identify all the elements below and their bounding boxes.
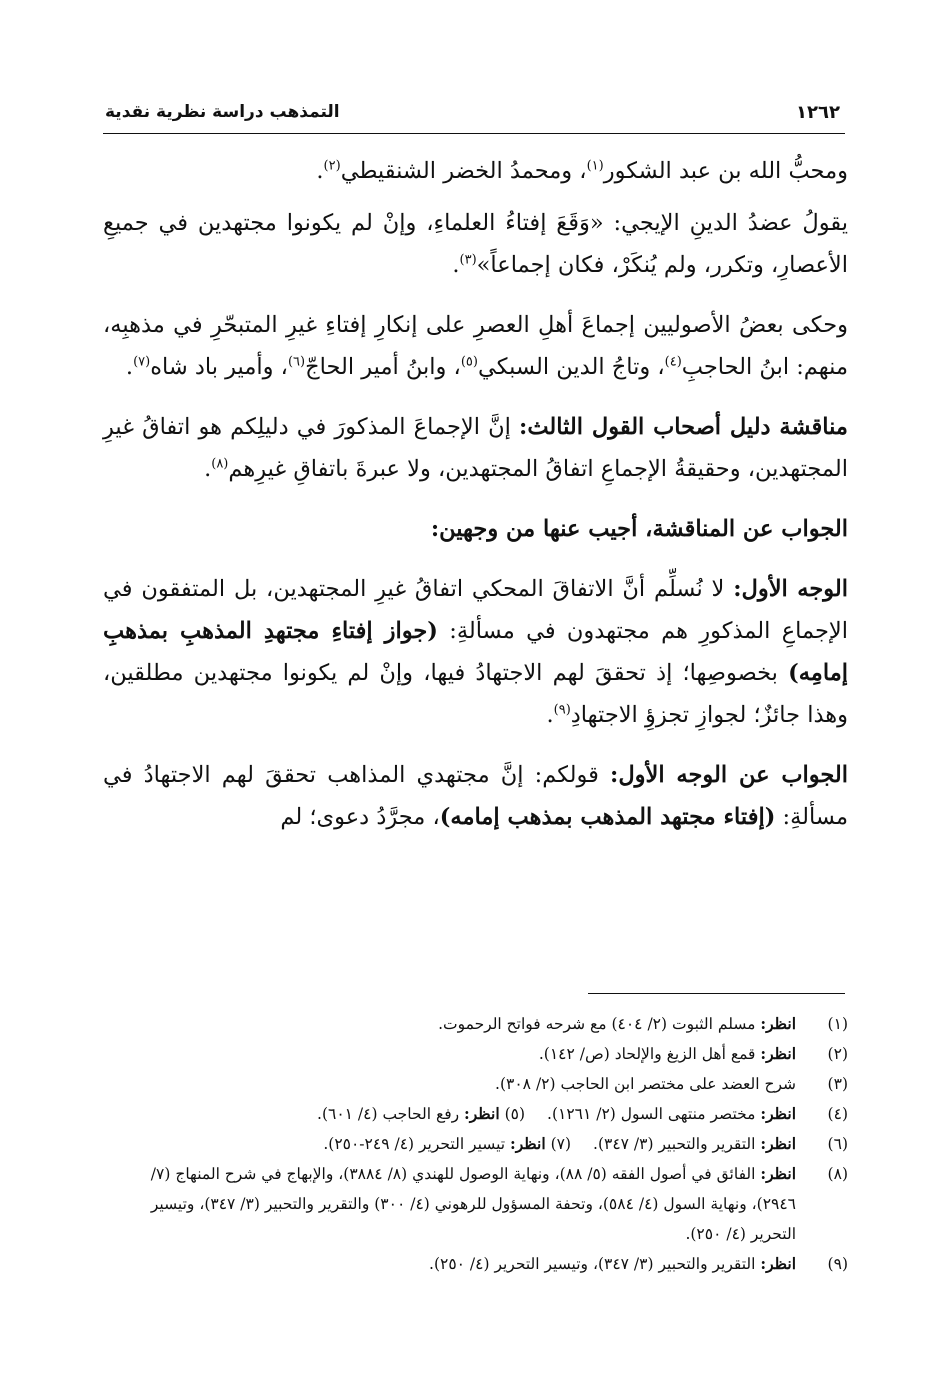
footnote-text: مسلم الثبوت (٢/ ٤٠٤) مع شرحه فواتح الرحموت. <box>438 1015 761 1033</box>
text: . <box>204 456 212 482</box>
footnotes <box>103 1009 848 1279</box>
bold-phrase: (جواز إفتاءِ مجتهدِ المذهبِ بمذهبِ إمامِه) <box>103 618 848 686</box>
text: يقولُ عضدُ الدينِ الإيجي: «وَقَعَ إفتاءُ العلماءِ، وإنْ لم يكونوا مجتهدين في جميعِ الأعصارِ، وتكرر، ولم يُنكَرْ، فكان إجماعاً» <box>103 210 848 278</box>
text: . <box>316 158 324 184</box>
paragraph-4 <box>103 406 848 490</box>
footnote-text: تيسير التحرير (٤/ ٢٤٩-٢٥٠). <box>323 1135 511 1153</box>
footnote-6-7 <box>103 1129 848 1159</box>
text: بخصوصِها؛ إذ تحققَ لهم الاجتهادُ فيها، وإنْ لم يكونوا مجتهدين مطلقين، وهذا جائزٌ؛ لجوازِ تجزؤِ الاجتهادِ <box>103 660 848 728</box>
footnote-text: التقرير والتحبير (٣/ ٣٤٧)، وتيسير التحرير (٤/ ٢٥٠). <box>429 1255 761 1273</box>
footnote-text: الفائق في أصول الفقه (٥/ ٨٨)، ونهاية الوصول للهندي (٨/ ٣٨٨٤)، والإبهاج في شرح المنهاج (٧/ ٢٩٤٦)، ونهاية السول (٤/ ٥٨٤)، وتحفة المسؤول للرهوني (٤/ ٣٠٠) والتقرير والتحبير (٣/ ٣٤٧)، وتيسير التحرير (٤/ ٢٥٠). <box>150 1165 796 1243</box>
footnote-number: (٨) <box>827 1165 848 1183</box>
footnote-label: انظر: <box>760 1014 796 1033</box>
footnote-text: قمع أهل الزيغ والإلحاد (ص/ ١٤٢). <box>538 1045 761 1063</box>
text: ، مجرَّدُ دعوى؛ لم <box>280 804 440 830</box>
footnote-text: شرح العضد على مختصر ابن الحاجب (٢/ ٣٠٨). <box>495 1075 796 1093</box>
footnote-8 <box>103 1159 848 1249</box>
footnote-number: (٣) <box>827 1075 848 1093</box>
footnote-ref-9: (٩) <box>553 702 571 718</box>
footnote-9 <box>103 1249 848 1279</box>
footnote-label: انظر: <box>760 1164 796 1183</box>
footnote-ref-3: (٣) <box>459 252 477 268</box>
footnote-text: التقرير والتحبير (٣/ ٣٤٧). <box>593 1135 761 1153</box>
footnote-number: (١) <box>827 1015 848 1033</box>
page-number: ١٢٦٢ <box>796 102 840 123</box>
footnote-2 <box>103 1039 848 1069</box>
footnote-text: رفع الحاجب (٤/ ٦٠١). <box>317 1105 465 1123</box>
text: . <box>125 354 134 380</box>
text: ، وأمير باد شاه <box>150 354 288 380</box>
bold-heading: الوجه الأول: <box>733 576 848 602</box>
paragraph-3 <box>103 304 848 388</box>
header-rule <box>103 133 845 134</box>
footnote-label: انظر: <box>760 1254 796 1273</box>
bold-heading: مناقشة دليل أصحاب القول الثالث: <box>519 414 848 440</box>
footnote-ref-5: (٥) <box>460 354 478 370</box>
footnote-label: انظر: <box>760 1044 796 1063</box>
bold-phrase: (إفتاء مجتهد المذهب بمذهب إمامه) <box>439 804 776 830</box>
paragraph-7 <box>103 754 848 838</box>
paragraph-2 <box>103 202 848 286</box>
footnote-number: (٥) <box>504 1105 526 1123</box>
footnote-ref-4: (٤) <box>664 354 682 370</box>
text: ، وابنُ أمير الحاجّ <box>305 354 461 380</box>
text: ومحبُّ الله بن عبد الشكور <box>603 158 848 184</box>
text: ، وتاجُ الدين السبكي <box>477 354 665 380</box>
text: . <box>546 702 554 728</box>
footnote-text: مختصر منتهى السول (٢/ ١٢٦١). <box>547 1105 761 1123</box>
footnote-number: (٩) <box>827 1255 848 1273</box>
footnote-label: انظر: <box>464 1104 500 1123</box>
footnote-ref-2: (٢) <box>323 158 341 174</box>
footnote-ref-6: (٦) <box>287 354 306 370</box>
text: إنَّ الإجماعَ المذكورَ في دليلِكم هو اتفاقُ غيرِ المجتهدين، وحقيقةُ الإجماعِ اتفاقُ المجتهدين، ولا عبرةَ باتفاقِ غيرِهم <box>103 414 848 482</box>
paragraph-5 <box>103 508 848 550</box>
bold-heading: الجواب عن الوجه الأول: <box>610 762 848 788</box>
text: . <box>452 252 460 278</box>
footnote-number: (٧) <box>550 1135 572 1153</box>
footnote-1 <box>103 1009 848 1039</box>
footnote-rule <box>588 993 845 994</box>
text: وحكى بعضُ الأصوليين إجماعَ أهلِ العصرِ على إنكارِ إفتاءِ غيرِ المتبحّرِ في مذهبِه، منهم: ابنُ الحاجبِ <box>103 312 848 380</box>
footnote-number: (٦) <box>827 1135 848 1153</box>
footnote-label: انظر: <box>760 1134 796 1153</box>
footnote-number: (٢) <box>827 1045 848 1063</box>
text: قولكم: إنَّ مجتهدي المذاهب تحققَ لهم الاجتهادُ في مسألةِ: <box>103 762 848 830</box>
text: ، ومحمدُ الخضر الشنقيطي <box>340 158 587 184</box>
running-header <box>105 102 840 132</box>
footnote-number: (٤) <box>827 1105 848 1123</box>
paragraph-6 <box>103 568 848 736</box>
paragraph-1 <box>103 150 848 192</box>
footnote-ref-7: (٧) <box>133 354 151 370</box>
footnote-label: انظر: <box>760 1104 796 1123</box>
text: لا نُسلِّم أنَّ الاتفاقَ المحكي اتفاقُ غيرِ المجتهدين، بل المتفقون في الإجماعِ المذكورِ هم مجتهدون في مسألةِ: <box>103 576 848 644</box>
running-title: التمذهب دراسة نظرية نقدية <box>105 102 340 122</box>
footnote-ref-1: (١) <box>586 158 604 174</box>
footnote-label: انظر: <box>510 1134 546 1153</box>
bold-heading: الجواب عن المناقشة، أجيب عنها من وجهين: <box>430 516 848 542</box>
footnote-3 <box>103 1069 848 1099</box>
main-text <box>103 150 848 856</box>
footnote-ref-8: (٨) <box>211 456 229 472</box>
footnote-4-5 <box>103 1099 848 1129</box>
